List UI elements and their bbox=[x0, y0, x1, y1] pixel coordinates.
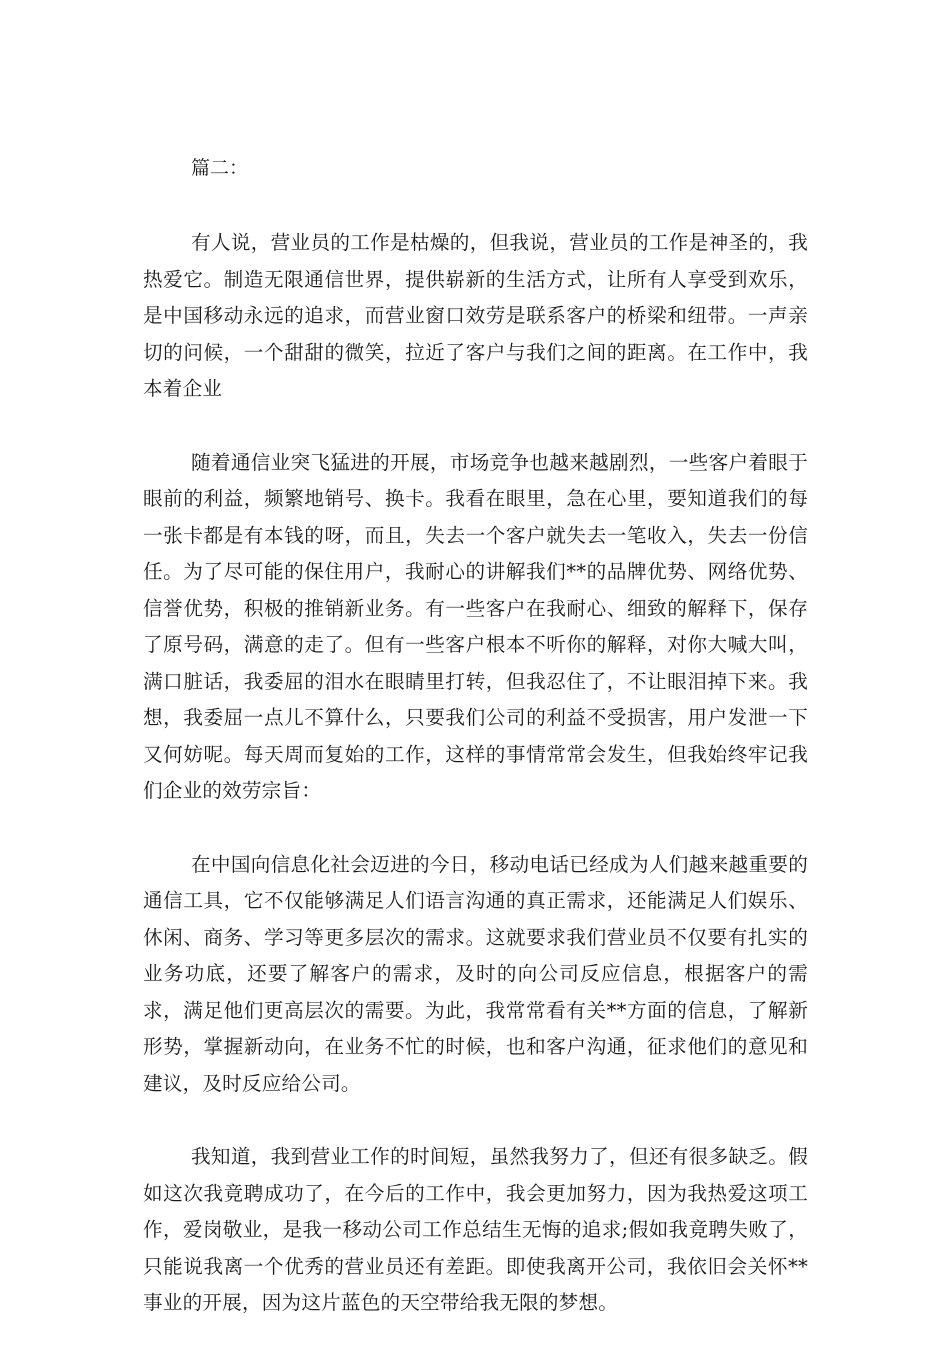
document-page bbox=[143, 150, 808, 1359]
section-heading: 篇二： bbox=[191, 157, 249, 179]
paragraph-2: 随着通信业突飞猛进的开展，市场竞争也越来越剧烈，一些客户着眼于眼前的利益，频繁地销号、换卡。我看在眼里，急在心里，要知道我们的每一张卡都是有本钱的呀，而且，失去一个客户就失去一笔收入，失去一份信任。为了尽可能的保住用户，我耐心的讲解我们**的品牌优势、网络优势、信誉优势，积极的推销新业务。有一些客户在我耐心、细致的解释下，保存了原号码，满意的走了。但有一些客户根本不听你的解释，对你大喊大叫，满口脏话，我委屈的泪水在眼睛里打转，但我忍住了，不让眼泪掉下来。我想，我委屈一点儿不算什么，只要我们公司的利益不受损害，用户发泄一下又何妨呢。每天周而复始的工作，这样的事情常常会发生，但我始终牢记我们企业的效劳宗旨： bbox=[143, 450, 808, 802]
paragraph-1: 有人说，营业员的工作是枯燥的，但我说，营业员的工作是神圣的，我热爱它。制造无限通信世界，提供崭新的生活方式，让所有人享受到欢乐，是中国移动永远的追求，而营业窗口效劳是联系客户的桥梁和纽带。一声亲切的问候，一个甜甜的微笑，拉近了客户与我们之间的距离。在工作中，我本着企业 bbox=[143, 231, 808, 400]
paragraph-4: 我知道，我到营业工作的时间短，虽然我努力了，但还有很多缺乏。假如这次我竟聘成功了，在今后的工作中，我会更加努力，因为我热爱这项工作，爱岗敬业，是我一移动公司工作总结生无悔的追求;假如我竟聘失败了，只能说我离一个优秀的营业员还有差距。即使我离开公司，我依旧会关怀**事业的开展，因为这片蓝色的天空带给我无限的梦想。 bbox=[143, 1145, 808, 1314]
paragraph-3: 在中国向信息化社会迈进的今日，移动电话已经成为人们越来越重要的通信工具，它不仅能够满足人们语言沟通的真正需求，还能满足人们娱乐、休闲、商务、学习等更多层次的需求。这就要求我们营业员不仅要有扎实的业务功底，还要了解客户的需求，及时的向公司反应信息，根据客户的需求，满足他们更高层次的需要。为此，我常常看有关**方面的信息，了解新形势，掌握新动向，在业务不忙的时候，也和客户沟通，征求他们的意见和建议，及时反应给公司。 bbox=[143, 852, 808, 1095]
